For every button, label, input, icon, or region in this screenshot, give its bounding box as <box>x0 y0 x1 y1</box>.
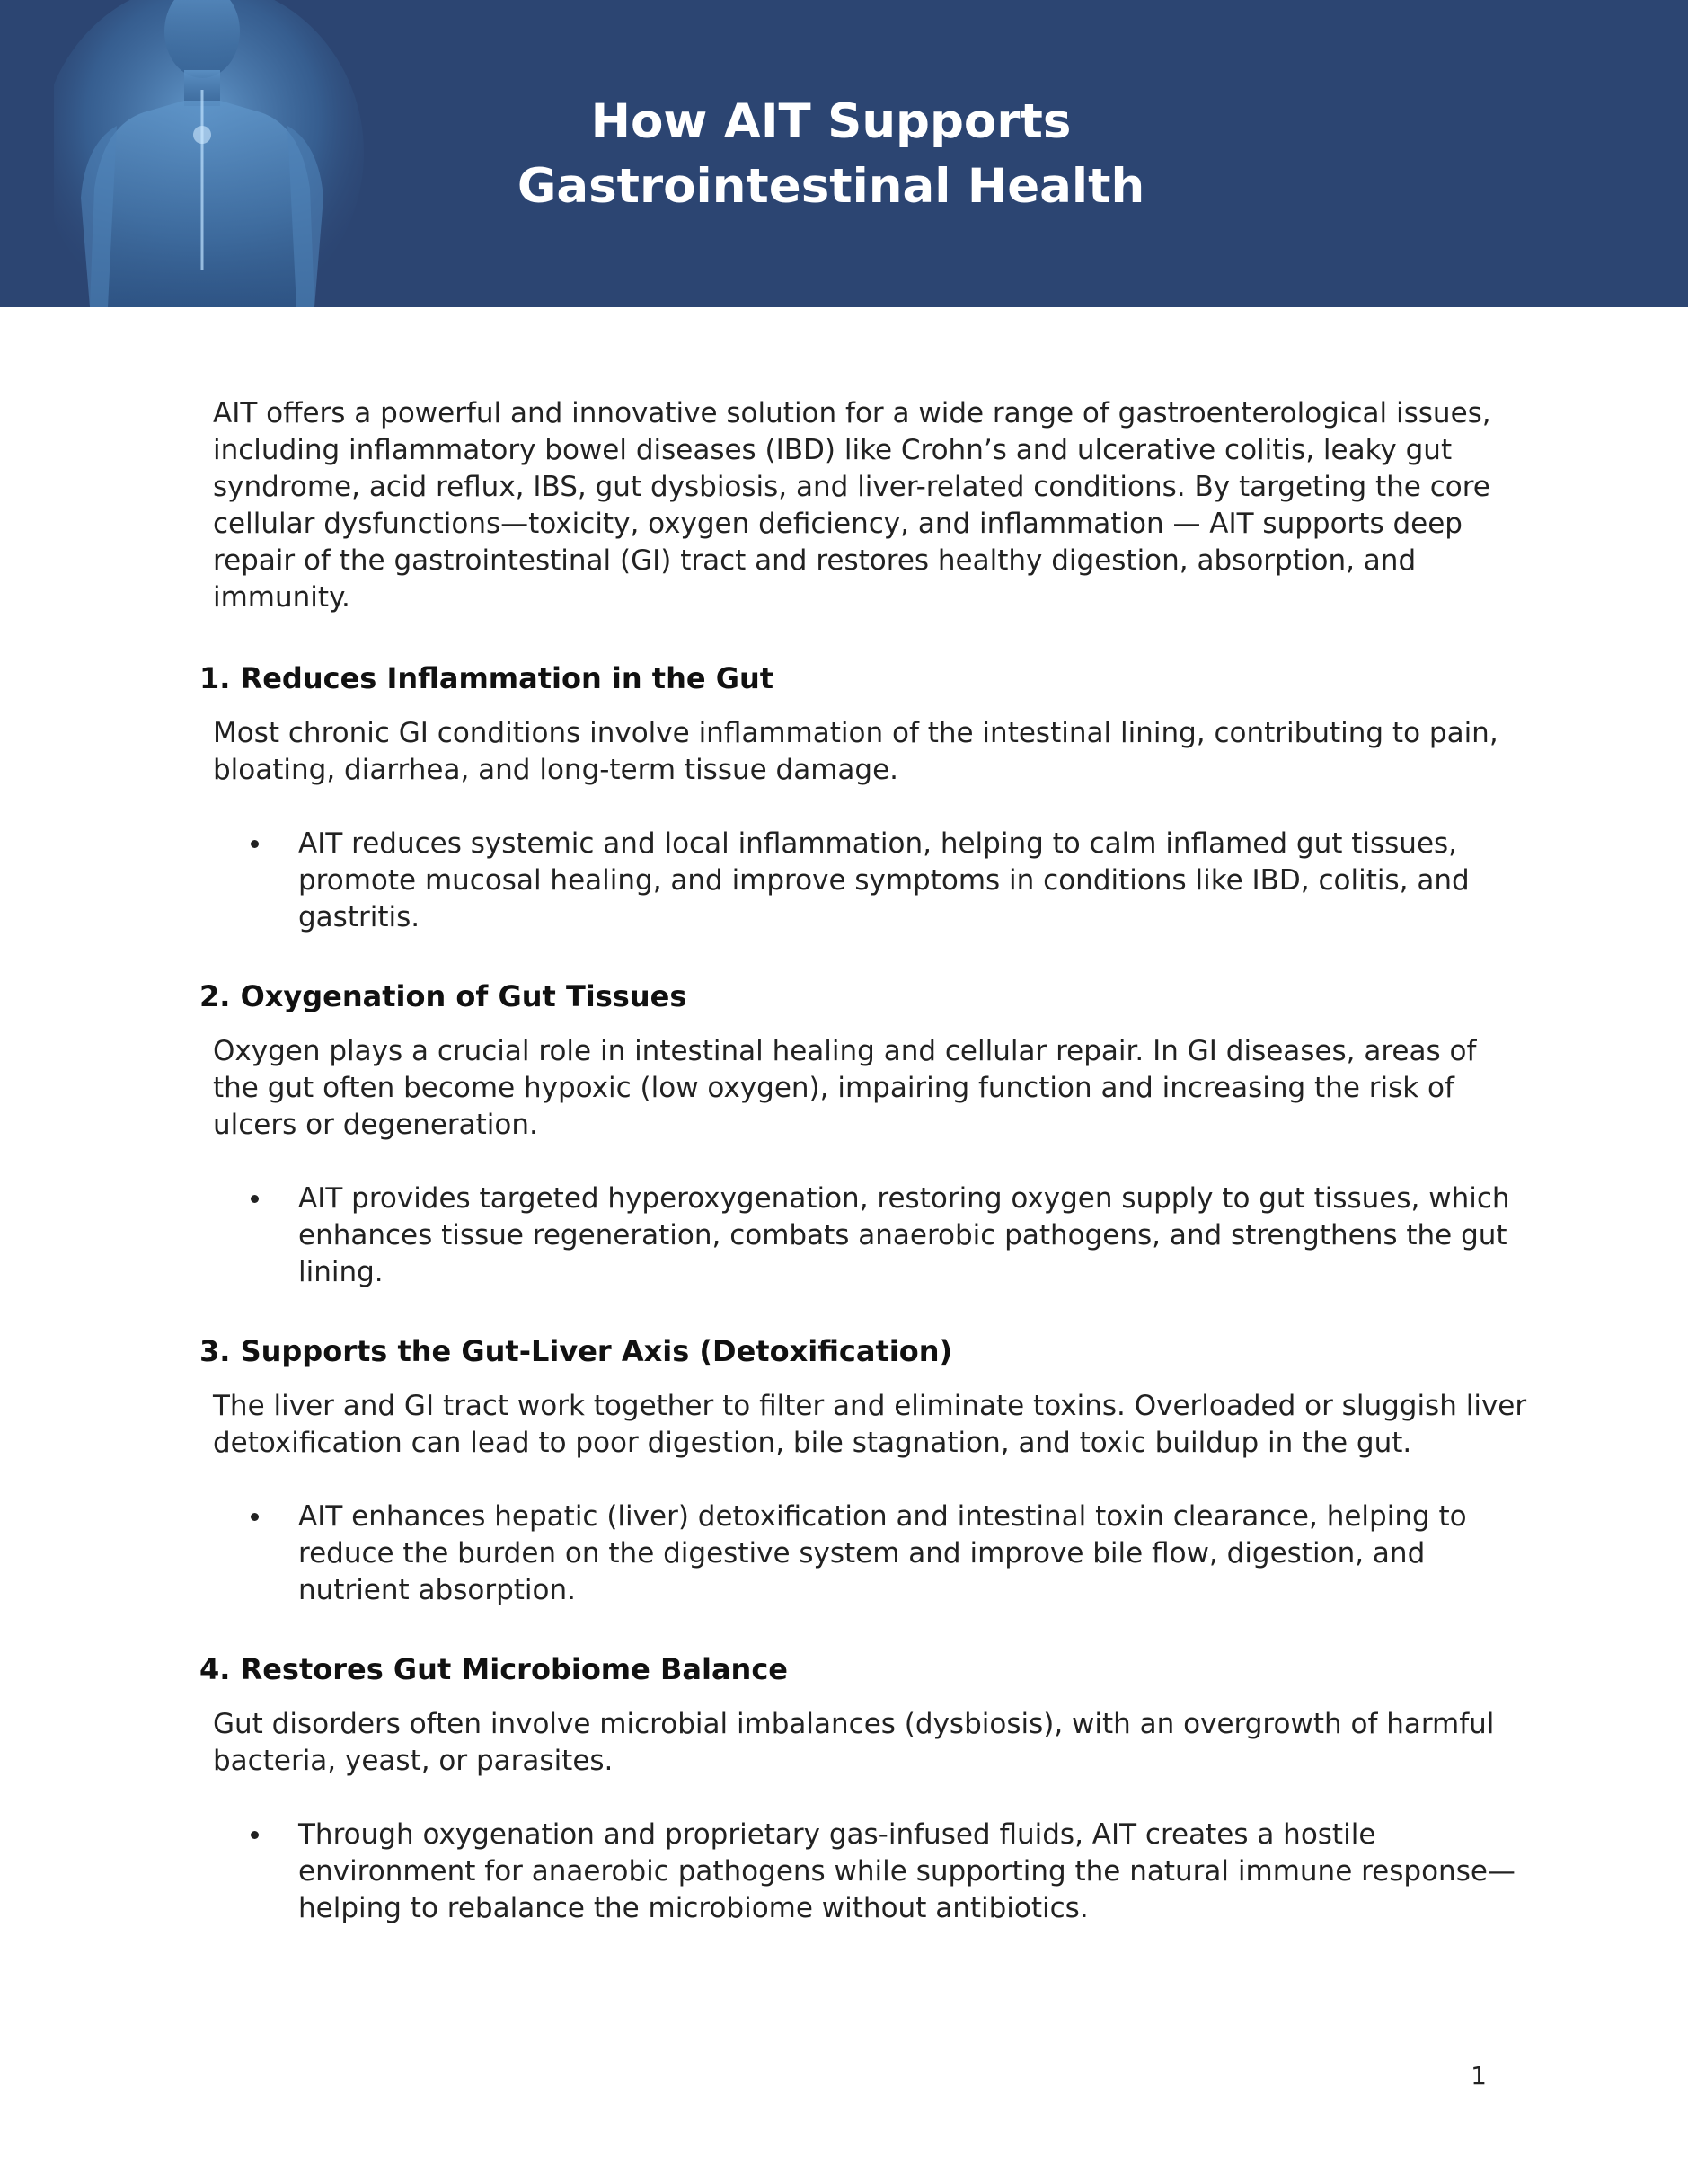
list-item <box>199 1817 1529 1927</box>
list-item <box>199 826 1529 936</box>
bullet-icon <box>251 1195 259 1203</box>
section-2-bullet-text: AIT provides targeted hyperoxygenation, restoring oxygen supply to gut tissues, which enhances tissue regeneration, combats anaerobic pathogens, and strengthens the gut lining. <box>298 1182 1510 1288</box>
section-1-heading: 1. Reduces Inflammation in the Gut <box>199 661 774 695</box>
list-item <box>199 1499 1529 1609</box>
section-1-bullet-text: AIT reduces systemic and local inflammation, helping to calm inflamed gut tissues, promote mucosal healing, and improve symptoms in conditions like IBD, colitis, and gastritis. <box>298 827 1470 933</box>
section-4-heading: 4. Restores Gut Microbiome Balance <box>199 1652 788 1686</box>
page-number: 1 <box>1471 2061 1487 2091</box>
section-1-bullets <box>199 826 1529 936</box>
document-body <box>199 395 1529 1927</box>
section-4-bullets <box>199 1817 1529 1927</box>
section-3-heading: 3. Supports the Gut-Liver Axis (Detoxification) <box>199 1334 953 1368</box>
bullet-icon <box>251 840 259 848</box>
list-item <box>199 1180 1529 1291</box>
section-2-body: Oxygen plays a crucial role in intestinal healing and cellular repair. In GI diseases, areas of the gut often become hypoxic (low oxygen), impairing function and increasing the risk of ulcers or degeneration. <box>213 1035 1477 1141</box>
section-3-body: The liver and GI tract work together to filter and eliminate toxins. Overloaded or sluggish liver detoxification can lead to poor digestion, bile stagnation, and toxic buildup in the gut. <box>213 1390 1527 1459</box>
section-3-bullets <box>199 1499 1529 1609</box>
section-4-body: Gut disorders often involve microbial imbalances (dysbiosis), with an overgrowth of harmful bacteria, yeast, or parasites. <box>213 1708 1495 1777</box>
intro-paragraph: AIT offers a powerful and innovative solution for a wide range of gastroenterological issues, including inflammatory bowel diseases (IBD) like Crohn’s and ulcerative colitis, leaky gut syndrome, acid reflux, IBS, gut dysbiosis, and liver-related conditions. By targeting the core cellular dysfunctions—toxicity, oxygen deficiency, and inflammation — AIT supports deep repair of the gastrointestinal (GI) tract and restores healthy digestion, absorption, and immunity. <box>213 397 1491 614</box>
bullet-icon <box>251 1831 259 1839</box>
page-title <box>377 90 1285 219</box>
title-line-1: How AIT Supports <box>590 94 1072 149</box>
section-3-bullet-text: AIT enhances hepatic (liver) detoxification and intestinal toxin clearance, helping to reduce the burden on the digestive system and improve bile flow, digestion, and nutrient absorption. <box>298 1500 1467 1606</box>
bullet-icon <box>251 1513 259 1521</box>
header-banner <box>0 0 1688 307</box>
section-1-body: Most chronic GI conditions involve inflammation of the intestinal lining, contributing to pain, bloating, diarrhea, and long-term tissue damage. <box>213 717 1498 786</box>
section-2-heading: 2. Oxygenation of Gut Tissues <box>199 979 687 1013</box>
section-4-bullet-text: Through oxygenation and proprietary gas-infused fluids, AIT creates a hostile environment for anaerobic pathogens while supporting the natural immune response—helping to rebalance the microbiome without antibiotics. <box>298 1818 1516 1924</box>
section-2-bullets <box>199 1180 1529 1291</box>
human-torso-figure <box>54 0 377 307</box>
title-line-2: Gastrointestinal Health <box>517 159 1145 214</box>
